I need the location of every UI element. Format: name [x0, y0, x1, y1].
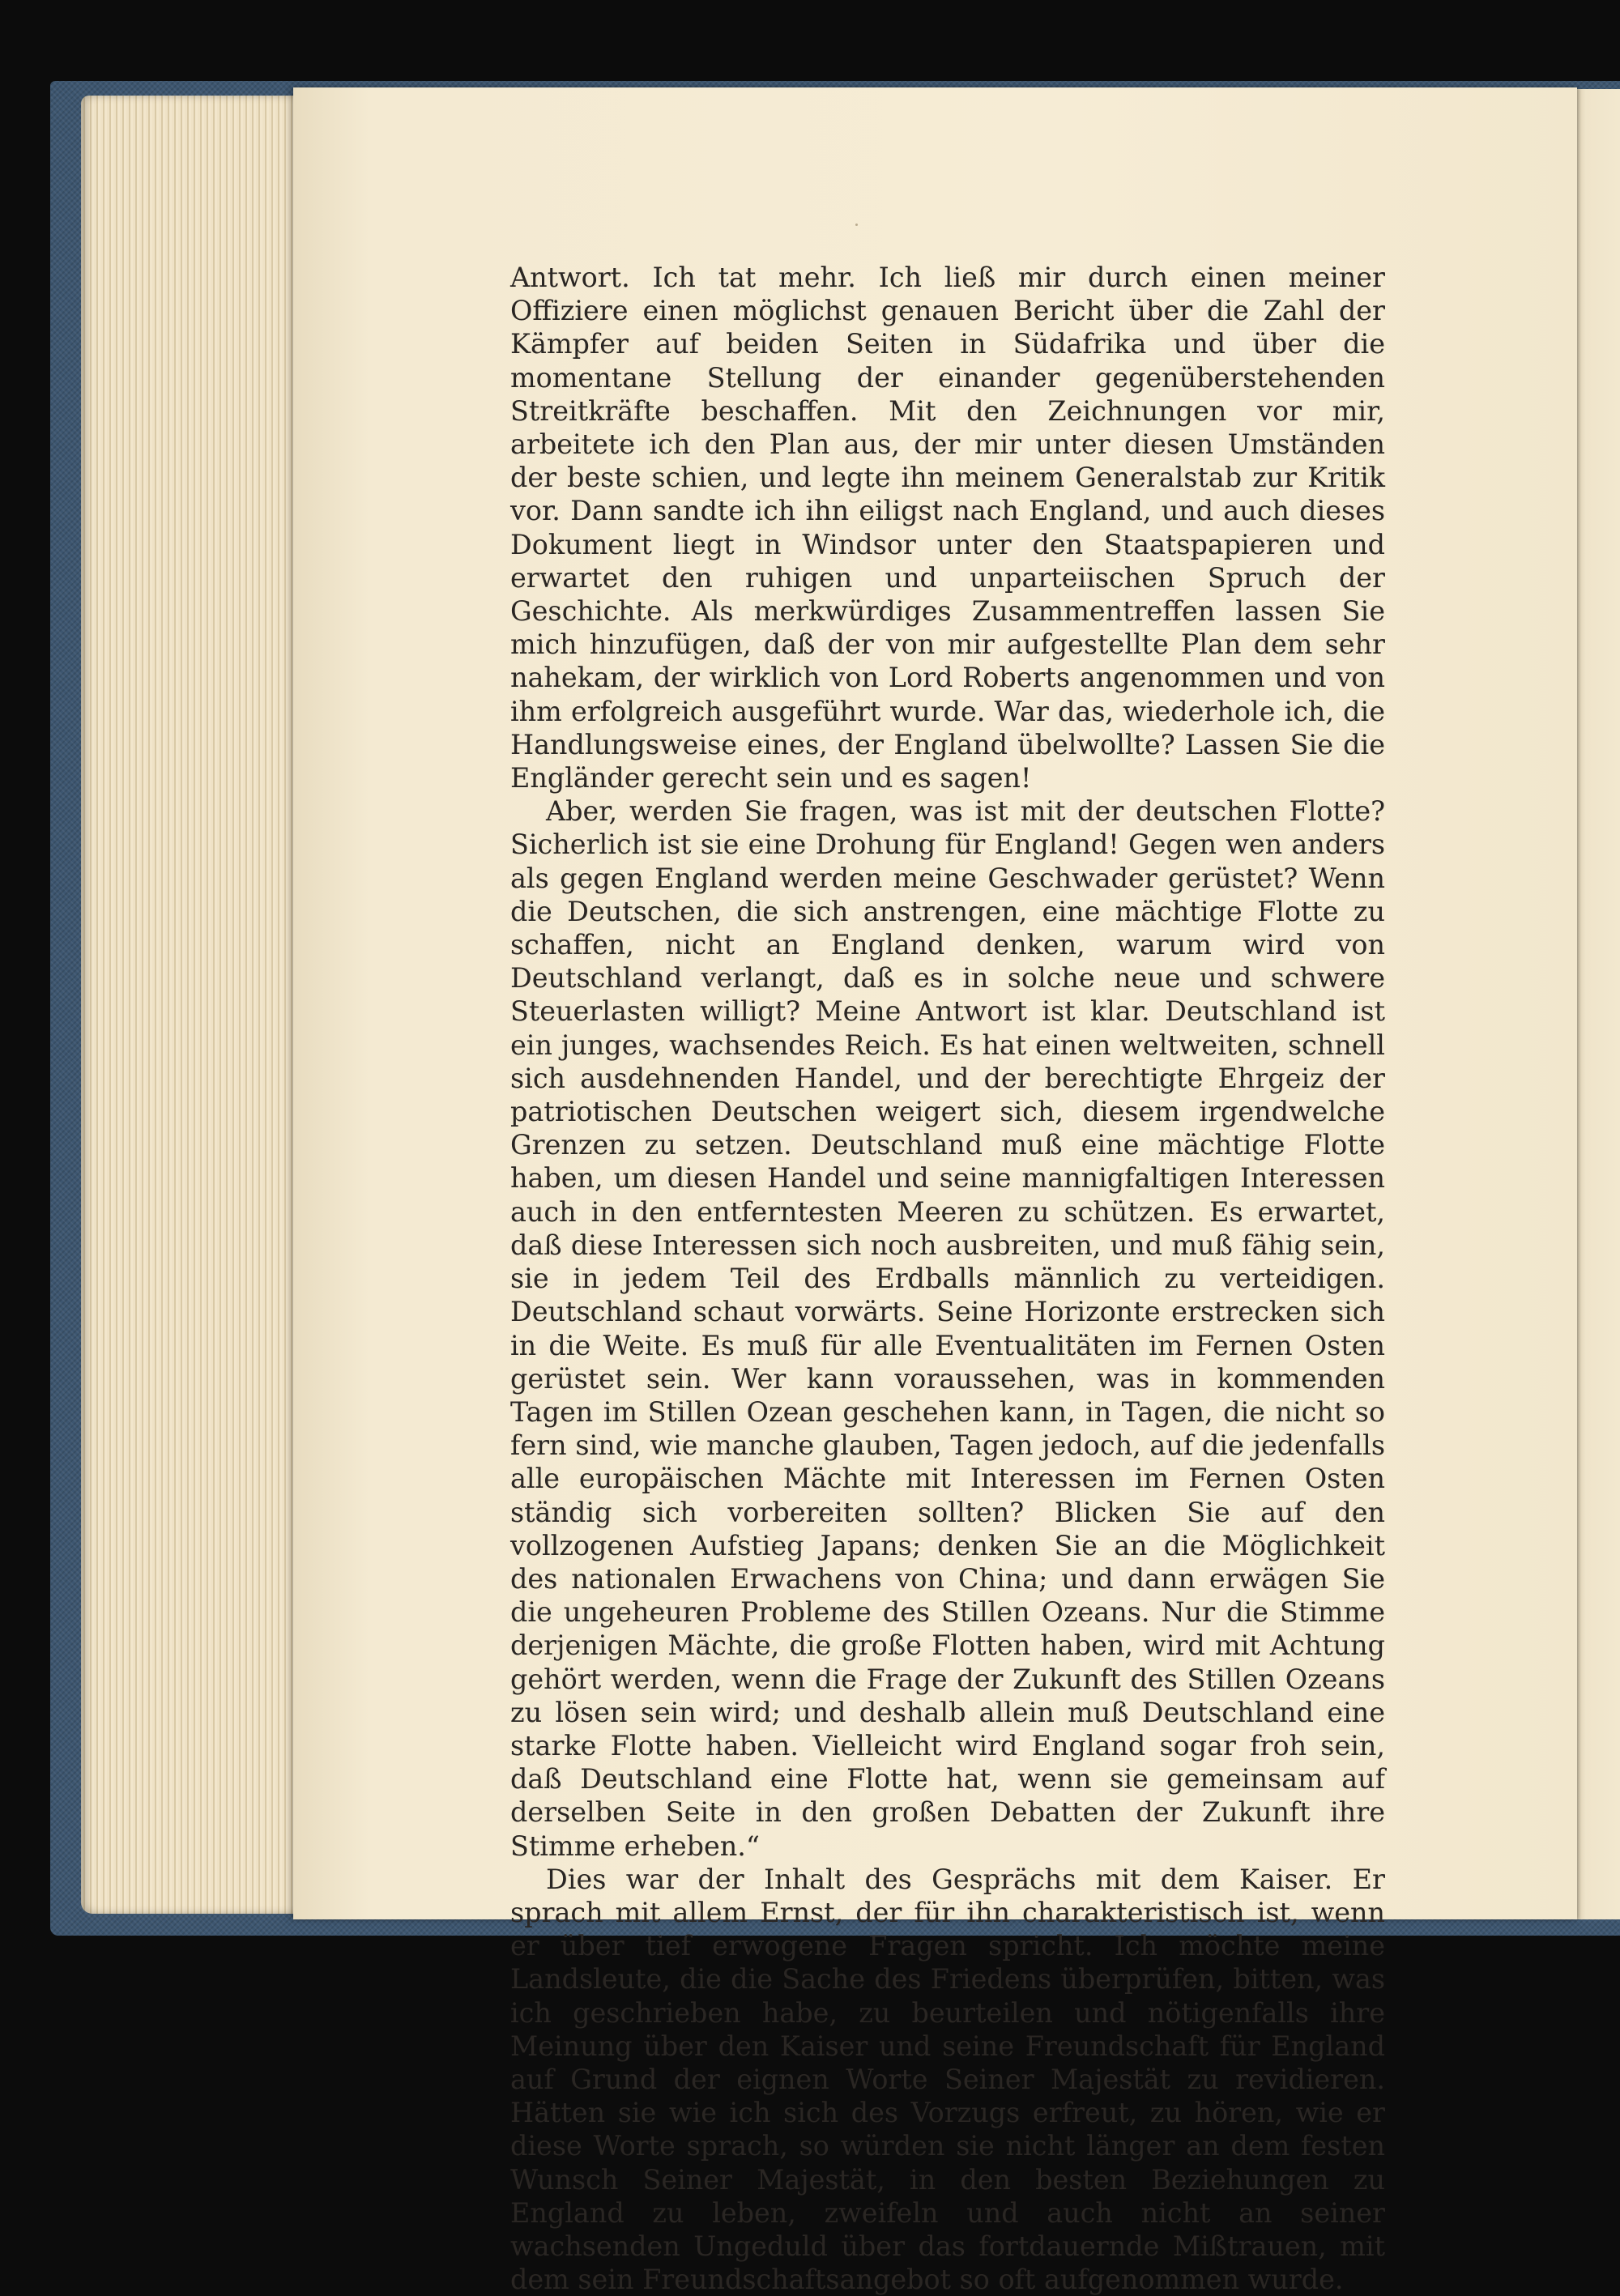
page-mark [855, 224, 858, 226]
paragraph-2: Aber, werden Sie fragen, was ist mit der deutschen Flotte? Sicherlich ist sie eine Drohung für England! Gegen wen anders als gegen England werden meine Geschwader gerüstet? Wenn die Deutschen, die sich anstrengen, eine mächtige Flotte zu schaffen, nicht an England denken, warum wird von Deutschland verlangt, daß es in solche neue und schwere Steuerlasten willigt? Meine Antwort ist klar. Deutschland ist ein junges, wachsendes Reich. Es hat einen weltweiten, schnell sich ausdehnenden Handel, und der berechtigte Ehrgeiz der patriotischen Deutschen weigert sich, diesem irgendwelche Grenzen zu setzen. Deutschland muß eine mächtige Flotte haben, um diesen Handel und seine mannigfaltigen Interessen auch in den entferntesten Meeren zu schützen. Es erwartet, daß diese Interessen sich noch ausbreiten, und muß fähig sein, sie in jedem Teil des Erdballs männlich zu verteidigen. Deutschland schaut vorwärts. Seine Horizonte erstrecken sich in die Weite. Es muß für alle Eventualitäten im Fernen Osten gerüstet sein. Wer kann voraussehen, was in kommenden Tagen im Stillen Ozean geschehen kann, in Tagen, die nicht so fern sind, wie manche glauben, Tagen jedoch, auf die jedenfalls alle europäischen Mächte mit Interessen im Fernen Osten ständig sich vorbereiten sollten? Blicken Sie auf den vollzogenen Aufstieg Japans; denken Sie an die Möglichkeit des nationalen Erwachens von China; und dann erwägen Sie die ungeheuren Probleme des Stillen Ozeans. Nur die Stimme derjenigen Mächte, die große Flotten haben, wird mit Achtung gehört werden, wenn die Frage der Zukunft des Stillen Ozeans zu lösen sein wird; und deshalb allein muß Deutschland eine starke Flotte haben. Vielleicht wird England sogar froh sein, daß Deutschland eine Flotte hat, wenn sie gemeinsam auf derselben Seite in den großen Debatten der Zukunft ihre Stimme erheben.“ [510, 795, 1385, 1862]
paragraph-3: Dies war der Inhalt des Gesprächs mit dem Kaiser. Er sprach mit allem Ernst, der für ihn charakteristisch ist, wenn er über tief erwogene Fragen spricht. Ich möchte meine Landsleute, die die Sache des Friedens überprüfen, bitten, was ich geschrieben habe, zu beurteilen und nötigenfalls ihre Meinung über den Kaiser und seine Freundschaft für England auf Grund der eignen Worte Seiner Majestät zu revidieren. Hätten sie wie ich sich des Vorzugs erfreut, zu hören, wie er diese Worte sprach, so würden sie nicht länger an dem festen Wunsch Seiner Majestät, in den besten Beziehungen zu England zu leben, zweifeln und auch nicht an seiner wachsenden Ungeduld über das fortdauernde Mißtrauen, mit dem sein Freundschaftsangebot so oft aufgenommen wurde. [510, 1863, 1385, 2296]
body-text [510, 261, 1385, 2296]
page-edges [81, 96, 300, 1914]
paragraph-1: Antwort. Ich tat mehr. Ich ließ mir durch einen meiner Offiziere einen möglichst genauen Bericht über die Zahl der Kämpfer auf beiden Seiten in Südafrika und über die momentane Stellung der einander gegenüberstehenden Streitkräfte beschaffen. Mit den Zeichnungen vor mir, arbeitete ich den Plan aus, der mir unter diesen Umständen der beste schien, und legte ihn meinem Generalstab zur Kritik vor. Dann sandte ich ihn eiligst nach England, und auch dieses Dokument liegt in Windsor unter den Staatspapieren und erwartet den ruhigen und unparteiischen Spruch der Geschichte. Als merkwürdiges Zusammentreffen lassen Sie mich hinzufügen, daß der von mir aufgestellte Plan dem sehr nahekam, der wirklich von Lord Roberts angenommen und von ihm erfolgreich ausgeführt wurde. War das, wiederhole ich, die Handlungsweise eines, der England übelwollte? Lassen Sie die Engländer gerecht sein und es sagen! [510, 262, 1385, 794]
